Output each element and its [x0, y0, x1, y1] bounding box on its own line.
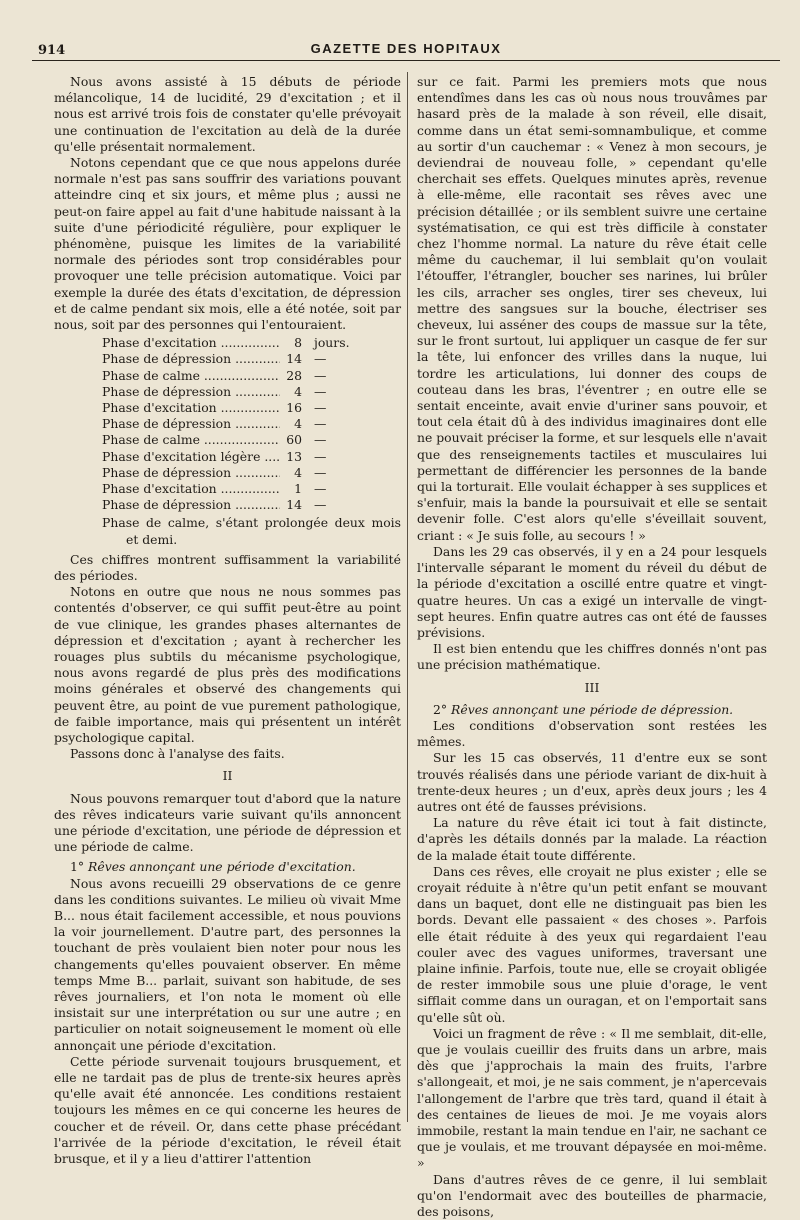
- phase-row: [102, 481, 401, 497]
- phase-label: Phase de dépression .....: [102, 497, 280, 513]
- phase-count: 16: [286, 400, 302, 415]
- phase-label: Phase de calme .....: [102, 432, 280, 448]
- paragraph: Passons donc à l'analyse des faits.: [70, 746, 285, 762]
- phase-row: [102, 432, 401, 448]
- page-number: 914: [38, 43, 66, 58]
- page-header: [32, 34, 780, 61]
- phase-unit: —: [314, 448, 327, 464]
- paragraph: Dans les 29 cas observés, il y en a 24 pour lesquels l'intervalle séparant le moment du réveil du début de la période d'excitation a oscillé entre quatre et vingt-quatre heures. Un cas a exigé un intervalle de vingt-sept heures. Enfin quatre autres cas ont été de fausses prévisions.: [417, 543, 767, 640]
- subsection-heading: [417, 702, 767, 718]
- phase-label: Phase de calme .....: [102, 368, 280, 384]
- phase-count: 13: [286, 448, 302, 464]
- paragraph: Nous avons recueilli 29 observations de ce genre dans les conditions suivantes. Le milieu où vivait Mme B... nous était facilement accessible, et nous pouvions la voir journellement. D'autre part, des personnes la touchant de près voulaient bien noter pour nous les changements qu'elles pouvaient observer. En même temps Mme B... parlait, suivant son habitude, de ses rêves journaliers, et l'on nota le moment où elle insistait sur une interprétation ou sur une autre ; en particulier on notait soigneusement le moment où elle annonçait une période d'excitation.: [54, 875, 401, 1053]
- subsection-number: 2°: [433, 701, 448, 717]
- subsection-number: 1°: [70, 859, 85, 875]
- paragraph: Notons en outre que nous ne nous sommes pas contentés d'observer, ce qui suffit peut-être au point de vue clinique, les grandes phases alternantes de dépression et d'excitation ; ayant à rechercher les rouages plus subtils du mécanisme psychologique, nous avons regardé de plus près des modifications moins générales et observé des changements qui peuvent être, au point de vue purement pathologique, de faible importance, mais qui présentent un intérêt psychologique capital.: [54, 584, 401, 745]
- paragraph: Les conditions d'observation sont restées les mêmes.: [417, 717, 767, 750]
- phase-unit: —: [314, 367, 327, 383]
- paragraph: Dans d'autres rêves de ce genre, il lui semblait qu'on l'endormait avec des bouteilles de pharmacie, des poisons,: [417, 1171, 767, 1220]
- phase-label: Phase de dépression .....: [102, 465, 280, 481]
- phase-row: [102, 335, 401, 351]
- paragraph: La nature du rêve était ici tout à fait distincte, d'après les détails donnés par la malade. La réaction de la malade était toute différente.: [417, 815, 767, 863]
- paragraph: Nous pouvons remarquer tout d'abord que la nature des rêves indicateurs varie suivant qu'ils annoncent une période d'excitation, une période de dépression et une période de calme.: [54, 790, 401, 855]
- paragraph: Nous avons assisté à 15 débuts de période mélancolique, 14 de lucidité, 29 d'excitation ; et il nous est arrivé trois fois de constater qu'elle prévoyait une continuation de l'excitation au delà de la durée qu'elle présentait normalement.: [54, 74, 401, 154]
- paragraph: Dans ces rêves, elle croyait ne plus exister ; elle se croyait réduite à n'être qu'un petit enfant se mouvant dans un baquet, dont elle ne distinguait pas bien les bords. Devant elle passaient « des choses ». Parfois elle était réduite à des yeux qui regardaient l'eau couler avec des vagues uniformes, traversant une plaine infinie. Parfois, toute nue, elle se croyait obligée de rester immobile sous une pluie d'orage, le vent sifflait comme dans un ouragan, et on l'emportait sans qu'elle sût où.: [417, 863, 767, 1025]
- phase-row: [102, 416, 401, 432]
- phase-label: Phase de dépression .....: [102, 416, 280, 432]
- phase-count: 14: [286, 351, 302, 367]
- phase-unit: —: [314, 497, 327, 513]
- phase-label: Phase d'excitation .....: [102, 481, 280, 497]
- paragraph: Il est bien entendu que les chiffres donnés n'ont pas une précision mathématique.: [417, 641, 767, 673]
- phase-row: [102, 351, 401, 367]
- phase-count: 60: [286, 432, 302, 448]
- phase-unit: —: [314, 416, 327, 432]
- paragraph: Sur les 15 cas observés, 11 d'entre eux se sont trouvés réalisés dans une période variant de dix-huit à trente-deux heures ; un d'eux, après deux jours ; les 4 autres ont été de fausses prévisions.: [417, 750, 767, 814]
- phase-unit: —: [314, 400, 327, 415]
- phase-unit: —: [314, 432, 327, 448]
- subsection-title: Rêves annonçant une période de dépression.: [451, 701, 734, 717]
- phase-count: 4: [294, 464, 302, 480]
- section-heading-iii: III: [584, 679, 600, 695]
- phase-unit: —: [314, 464, 327, 480]
- subsection-heading: [54, 859, 401, 875]
- paragraph: Notons cependant que ce que nous appelons durée normale n'est pas sans souffrir des variations pouvant atteindre cinq et six jours, et même plus ; aussi ne peut-on faire appel au fait d'une habitude naissant à la suite d'une périodicité régulière, pour expliquer le phénomène, puisque les limites de la variabilité normale des périodes sont trop considérables pour provoquer une telle précision automatique. Voici par exemple la durée des états d'excitation, de dépression et de calme pendant six mois, elle a été notée, soit par nous, soit par des personnes qui l'entouraient.: [54, 155, 401, 333]
- phase-count: 28: [286, 367, 302, 383]
- paragraph: Ces chiffres montrent suffisamment la variabilité des périodes.: [54, 551, 401, 583]
- journal-title: GAZETTE DES HOPITAUX: [310, 41, 502, 56]
- phase-count: 14: [286, 497, 302, 513]
- phase-count: 1: [294, 480, 302, 496]
- phase-row: [102, 400, 401, 416]
- phase-unit: jours.: [314, 335, 350, 351]
- paragraph: sur ce fait. Parmi les premiers mots que nous entendîmes dans les cas où nous nous trouvâmes par hasard près de la malade à son réveil, elle disait, comme dans un état semi-somnambulique, et comme au sortir d'un cauchemar : « Venez à mon secours, je deviendrai de nouveau folle, » cependant qu'elle cherchait ses effets. Quelques minutes après, revenue à elle-même, elle racontait ses rêves avec une précision détaillée ; or ils semblent suivre une certaine systématisation, ce qui est très difficile à constater chez l'homme normal. La nature du rêve était celle même du cauchemar, il lui semblait qu'on voulait l'étouffer, l'étrangler, boucher ses narines, lui brûler les cils, arracher ses ongles, tirer ses cheveux, lui mettre des sangsues sur la bouche, électriser ses cheveux, lui asséner des coups de massue sur la tête, sur le front surtout, lui appliquer un casque de fer sur la tête, lui enfoncer des vrilles dans la nuque, lui tordre les articulations, lui donner des coups de couteau dans les bras, l'éventrer ; en outre elle se sentait enceinte, avait envie d'uriner sans pouvoir, et tout cela était dû à des individus imaginaires dont elle ne pouvait préciser la forme, et sur lesquels elle n'avait que des renseignements tactiles et musculaires lui permettant de différencier les personnes de la bande qui la torturait. Elle voulait échapper à ses supplices et s'enfuir, mais la bande la poursuivait et elle se sentait devenir folle. C'est alors qu'elle s'éveillait souvent, criant : « Je suis folle, au secours ! »: [417, 74, 767, 543]
- phase-label: Phase de dépression .....: [102, 384, 280, 400]
- phase-count: 8: [294, 335, 302, 351]
- paragraph: Voici un fragment de rêve : « Il me semblait, dit-elle, que je voulais cueillir des fruits dans un arbre, mais dès que j'approchais la main des fruits, l'arbre s'allongeait, et moi, je ne sais comment, je n'apercevais l'allongement de l'arbre que très tard, quand il était à des centaines de lieues de moi. Je me voyais alors immobile, restant la main tendue en l'air, ne sachant ce que je voulais, et me trouvant dépaysée en moi-même. »: [417, 1025, 767, 1171]
- phase-row: [102, 465, 401, 481]
- phase-label: Phase d'excitation .....: [102, 335, 280, 351]
- phase-row: [102, 497, 401, 513]
- phase-note: Phase de calme, s'étant prolongée deux mois et demi.: [102, 515, 401, 547]
- phase-count: 4: [294, 383, 302, 399]
- paragraph: Cette période survenait toujours brusquement, et elle ne tardait pas de plus de trente-six heures après qu'elle avait été annoncée. Les conditions restaient toujours les mêmes en ce qui concerne les heures de coucher et de réveil. Or, dans cette phase précédant l'arrivée de la période d'excitation, le réveil était brusque, et il y a lieu d'attirer l'attention: [54, 1053, 401, 1167]
- phase-count: 4: [294, 416, 302, 432]
- phase-row: [102, 384, 401, 400]
- phase-row: [102, 449, 401, 465]
- phase-label: Phase de dépression .....: [102, 351, 280, 367]
- phase-row: [102, 368, 401, 384]
- phase-unit: —: [314, 480, 327, 496]
- section-heading-ii: II: [222, 768, 233, 784]
- phase-unit: —: [314, 351, 327, 367]
- phase-list: [102, 335, 401, 513]
- left-column: [54, 74, 401, 1167]
- column-divider: [407, 72, 408, 1122]
- phase-unit: —: [314, 383, 327, 399]
- phase-label: Phase d'excitation .....: [102, 400, 280, 416]
- right-column: [417, 74, 767, 1220]
- phase-label: Phase d'excitation légère .....: [102, 449, 280, 465]
- subsection-title: Rêves annonçant une période d'excitation.: [88, 859, 356, 875]
